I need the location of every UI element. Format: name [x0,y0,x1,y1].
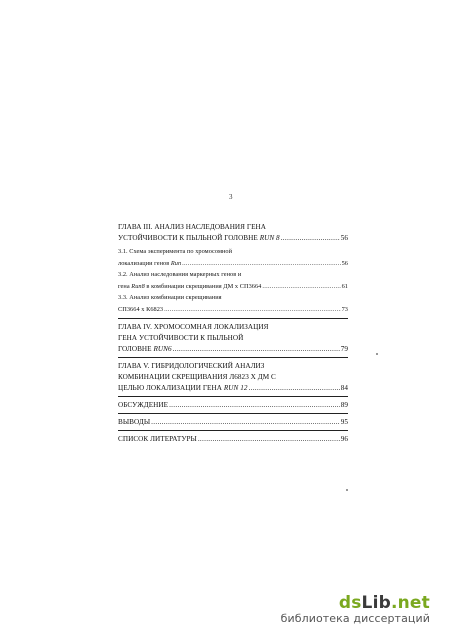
toc-entry-gene-name: Run [170,259,182,267]
toc-entry-section-3-2[interactable] [118,269,348,292]
toc-entry-chapter-5[interactable] [118,361,348,394]
toc-entry-references[interactable] [118,434,348,445]
toc-entry-chapter-3[interactable] [118,222,348,244]
toc-entry-line: ГЛАВА V. ГИБРИДОЛОГИЧЕСКИЙ АНАЛИЗ [118,361,265,370]
toc-page-number: 96 [340,434,348,443]
toc-entry-text: ОБСУЖДЕНИЕ [118,400,169,409]
toc-entry-line: КОМБИНАЦИИ СКРЕЩИВАНИЯ Л6823 Х ДМ С [118,372,276,381]
scan-speck [376,353,378,355]
table-of-contents [118,222,348,445]
toc-page-number: 56 [341,259,348,267]
toc-entry-section-3-1[interactable] [118,246,348,269]
toc-page-number: 84 [340,383,348,392]
toc-page-number: 89 [340,400,348,409]
toc-entry-text: ЦЕЛЬЮ ЛОКАЛИЗАЦИИ ГЕНА [118,383,224,392]
dot-leader [262,281,340,293]
toc-entry-gene-name: RUN6 [153,344,172,353]
dot-leader [249,383,340,394]
toc-entry-gene-name: Run8 [131,282,145,290]
dslib-watermark[interactable] [281,594,430,626]
divider [118,396,348,397]
toc-page-number: 56 [340,234,348,242]
dot-leader [169,400,340,411]
toc-entry-text: ГОЛОВНЕ [118,344,154,353]
dslib-tagline: библиотека диссертаций [280,612,430,625]
divider [118,357,348,358]
toc-entry-section-3-3[interactable] [118,292,348,315]
dot-leader [151,417,340,428]
toc-entry-discussion[interactable] [118,400,348,411]
toc-entry-text: локализации генов [118,259,171,267]
dot-leader [198,434,340,445]
divider [118,413,348,414]
toc-entry-line: ГЛАВА III. АНАЛИЗ НАСЛЕДОВАНИЯ ГЕНА [118,223,266,231]
toc-entry-line: ГЕНА УСТОЙЧИВОСТИ К ПЫЛЬНОЙ [118,333,244,342]
page-number: 3 [229,193,233,201]
toc-entry-text: СП3664 х К6823 [118,305,164,313]
toc-entry-text: СПИСОК ЛИТЕРАТУРЫ [118,434,197,443]
dot-leader [182,258,340,270]
toc-page-number: 73 [341,305,348,313]
toc-entry-line: 3.1. Схема эксперимента по хромосомной [118,248,233,255]
toc-entry-chapter-4[interactable] [118,322,348,355]
toc-entry-text: ВЫВОДЫ [118,417,151,426]
toc-entry-conclusions[interactable] [118,417,348,428]
divider [118,430,348,431]
dslib-logo: dsLib.net [338,593,430,613]
toc-page-number: 61 [341,282,348,290]
toc-entry-text-continued: в комбинации скрещивания ДМ х СП3664 [144,282,262,290]
dot-leader [164,304,340,316]
toc-page-number: 95 [340,417,348,426]
divider [118,318,348,319]
toc-entry-gene-name: RUN 8 [259,234,280,242]
toc-entry-text: гена [118,282,132,290]
toc-entry-text: УСТОЙЧИВОСТИ К ПЫЛЬНОЙ ГОЛОВНЕ [118,234,260,242]
toc-entry-line: 3.3. Анализ комбинации скрещивания [118,294,222,302]
toc-entry-gene-name: RUN 12 [223,383,248,392]
toc-page-number: 79 [340,344,348,353]
toc-entry-line: 3.2. Анализ наследования маркерных генов и [118,271,242,279]
toc-entry-line: ГЛАВА IV. ХРОМОСОМНАЯ ЛОКАЛИЗАЦИЯ [118,322,269,331]
dot-leader [281,233,340,244]
dot-leader [173,344,340,355]
scan-speck [346,489,348,491]
